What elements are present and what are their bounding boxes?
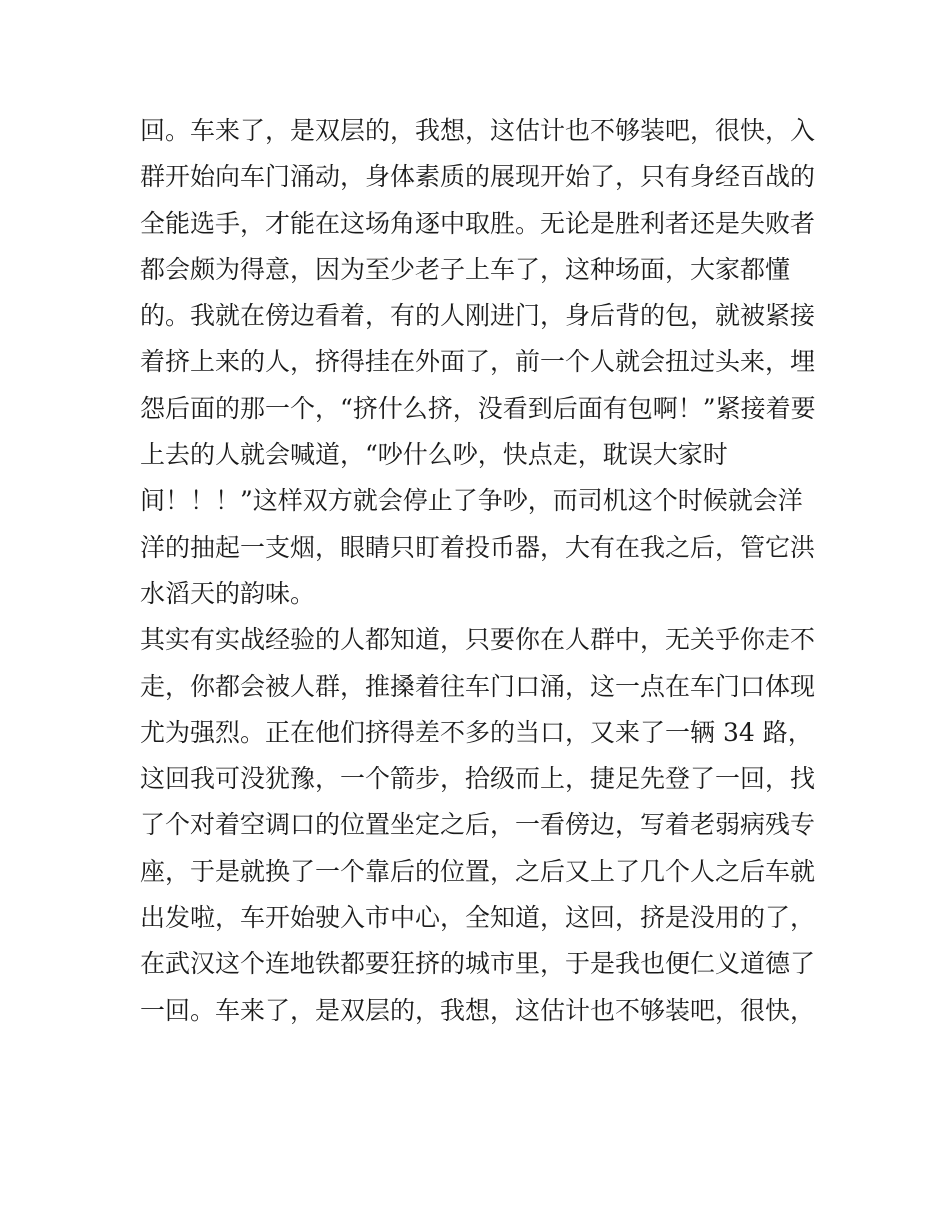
text-line-9: 间！！！”这样双方就会停止了争吵，而司机这个时候就会洋 — [140, 486, 803, 516]
text-line-13: 走，你都会被人群，推搡着往车门口涌，这一点在车门口体现 — [140, 671, 816, 701]
text-line-10: 洋的抽起一支烟，眼睛只盯着投币器，大有在我之后，管它洪 — [140, 532, 816, 562]
text-line-7: 怨后面的那一个，“挤什么挤，没看到后面有包啊！”紧接着要 — [140, 393, 816, 423]
body-text — [140, 108, 820, 1034]
text-line-1: 回。车来了，是双层的，我想，这估计也不够装吧，很快，入 — [140, 116, 816, 145]
text-line-11: 水滔天的韵味。 — [140, 578, 316, 608]
text-line-8: 上去的人就会喊道，“吵什么吵，快点走，耽误大家时 — [140, 440, 728, 470]
text-line-16: 了个对着空调口的位置坐定之后，一看傍边，写着老弱病残专 — [140, 810, 816, 840]
text-line-14: 尤为强烈。正在他们挤得差不多的当口，又来了一辆 34 路， — [140, 717, 813, 747]
text-line-20: 一回。车来了，是双层的，我想，这估计也不够装吧，很快， — [140, 995, 816, 1025]
text-line-3: 全能选手，才能在这场角逐中取胜。无论是胜利者还是失败者 — [140, 208, 816, 238]
text-line-6: 着挤上来的人，挤得挂在外面了，前一个人就会扭过头来，埋 — [140, 347, 816, 377]
text-line-18: 出发啦，车开始驶入市中心，全知道，这回，挤是没用的了， — [140, 903, 816, 933]
text-line-19: 在武汉这个连地铁都要狂挤的城市里，于是我也便仁义道德了 — [140, 949, 816, 979]
text-line-2: 群开始向车门涌动，身体素质的展现开始了，只有身经百战的 — [140, 162, 816, 192]
text-line-15: 这回我可没犹豫，一个箭步，拾级而上，捷足先登了一回，找 — [140, 764, 816, 794]
text-line-5: 的。我就在傍边看着，有的人刚进门，身后背的包，就被紧接 — [140, 301, 816, 331]
text-line-4: 都会颇为得意，因为至少老子上车了，这种场面，大家都懂 — [140, 254, 791, 284]
text-line-12: 其实有实战经验的人都知道，只要你在人群中，无关乎你走不 — [140, 625, 816, 655]
text-line-17: 座，于是就换了一个靠后的位置，之后又上了几个人之后车就 — [140, 856, 816, 886]
